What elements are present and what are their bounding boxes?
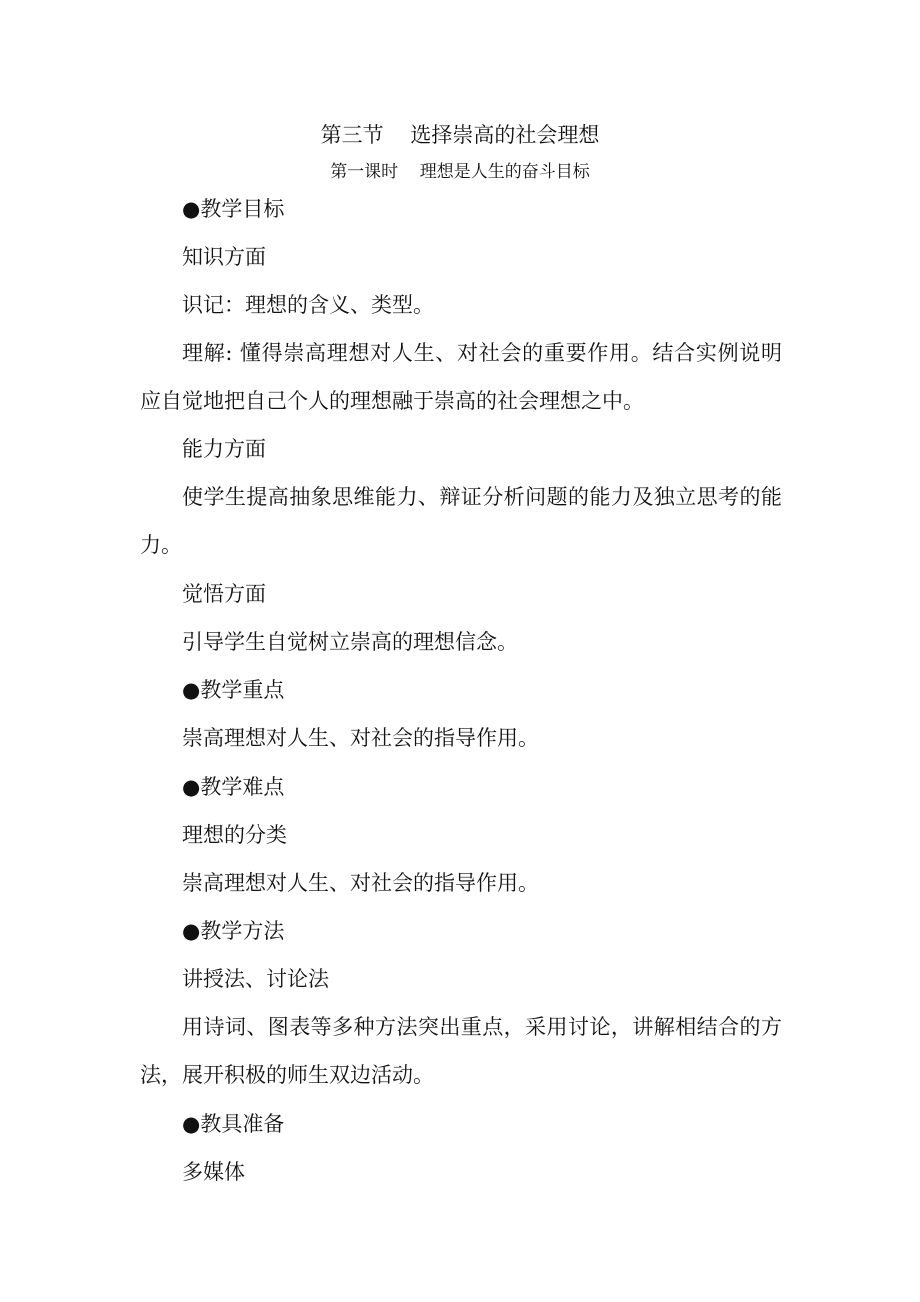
paragraph-understand: 理解: 懂得崇高理想对人生、对社会的重要作用。结合实例说明应自觉地把自己个人的理想融于崇高的社会理想之中。	[140, 341, 782, 413]
heading-teaching-aids: ●教具准备	[182, 1112, 285, 1136]
paragraph-methods-list: 讲授法、讨论法	[182, 967, 329, 991]
heading-teaching-objectives: ●教学目标	[182, 197, 285, 221]
heading-key-points: ●教学重点	[182, 678, 285, 702]
subheading-awareness: 觉悟方面	[182, 582, 266, 606]
paragraph-memorize: 识记：理想的含义、类型。	[182, 293, 434, 317]
paragraph-difficulty-2: 崇高理想对人生、对社会的指导作用。	[182, 871, 539, 895]
section-title: 第三节 选择崇高的社会理想	[320, 123, 600, 147]
subheading-ability: 能力方面	[182, 437, 266, 461]
heading-difficulties: ●教学难点	[182, 775, 285, 799]
paragraph-teaching-aids: 多媒体	[182, 1160, 245, 1184]
paragraph-ability: 使学生提高抽象思维能力、辩证分析问题的能力及独立思考的能力。	[140, 485, 782, 557]
paragraph-methods-detail: 用诗词、图表等多种方法突出重点，采用讨论，讲解相结合的方法，展开积极的师生双边活动。	[140, 1015, 782, 1087]
subheading-knowledge: 知识方面	[182, 245, 266, 269]
paragraph-difficulty-1: 理想的分类	[182, 823, 287, 847]
paragraph-awareness: 引导学生自觉树立崇高的理想信念。	[182, 630, 518, 654]
heading-teaching-methods: ●教学方法	[182, 919, 285, 943]
lesson-subtitle: 第一课时 理想是人生的奋斗目标	[330, 162, 590, 182]
paragraph-key-points: 崇高理想对人生、对社会的指导作用。	[182, 726, 539, 750]
